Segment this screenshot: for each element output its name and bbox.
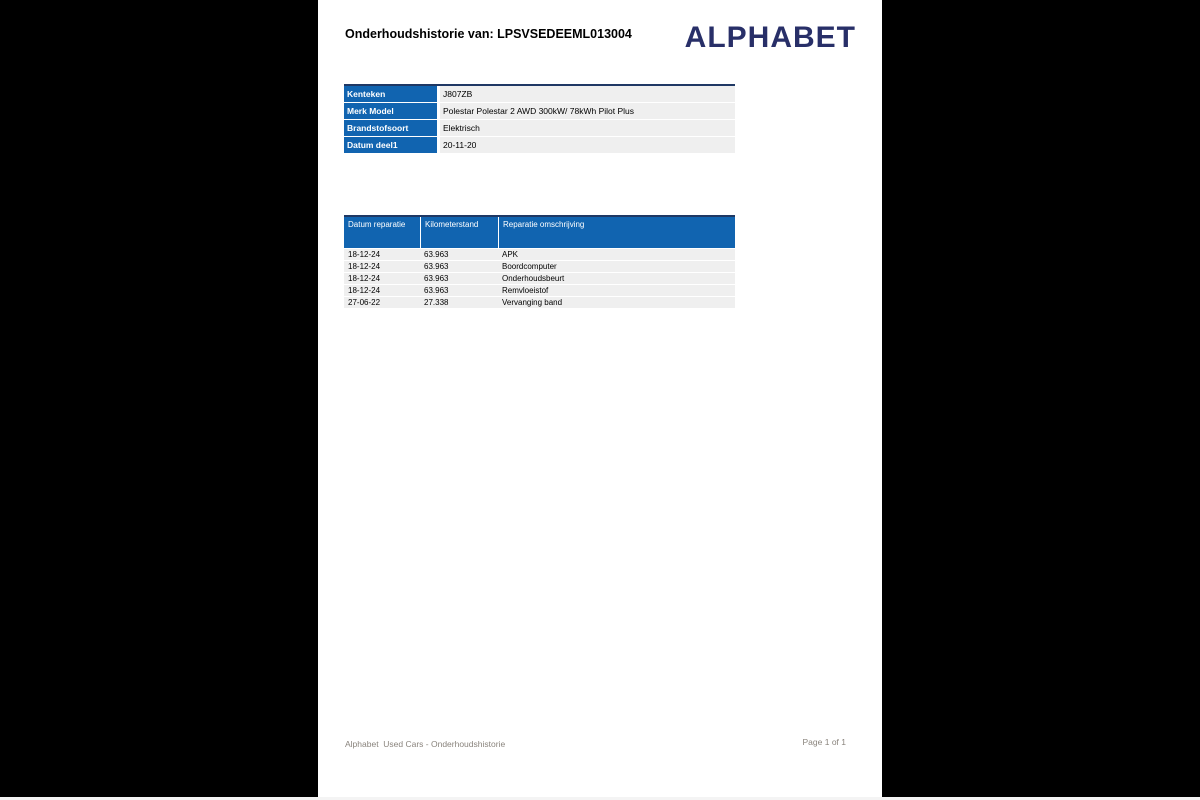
cell-datum: 18-12-24 — [348, 262, 381, 271]
cell-datum: 18-12-24 — [348, 250, 381, 259]
table-header-row — [344, 217, 735, 248]
table-row — [344, 249, 735, 260]
info-label: Datum deel1 — [344, 137, 437, 153]
cell-kilometerstand: 63.963 — [424, 286, 449, 295]
cell-omschrijving: Onderhoudsbeurt — [502, 274, 565, 283]
document-page — [318, 0, 882, 797]
table-row — [344, 137, 735, 153]
repair-history-table — [344, 215, 735, 309]
info-label: Brandstofsoort — [344, 120, 437, 136]
table-row — [344, 120, 735, 136]
alphabet-logo: ALPHABET — [684, 21, 856, 54]
cell-kilometerstand: 63.963 — [424, 262, 449, 271]
cell-omschrijving: Boordcomputer — [502, 262, 557, 271]
page-title: Onderhoudshistorie van: LPSVSEDEEML013004 — [345, 27, 632, 41]
column-header: Reparatie omschrijving — [498, 217, 735, 248]
cell-omschrijving: APK — [502, 250, 519, 259]
info-label: Kenteken — [344, 86, 437, 102]
cell-datum: 18-12-24 — [348, 286, 381, 295]
table-row — [344, 103, 735, 119]
info-value: 20-11-20 — [440, 137, 735, 153]
cell-kilometerstand: 63.963 — [424, 250, 449, 259]
footer-text: Alphabet Used Cars - Onderhoudshistorie — [345, 739, 506, 749]
info-value: Polestar Polestar 2 AWD 300kW/ 78kWh Pilot Plus — [440, 103, 735, 119]
cell-datum: 27-06-22 — [348, 298, 381, 307]
info-value: Elektrisch — [440, 120, 735, 136]
column-header: Datum reparatie — [348, 220, 406, 229]
cell-datum: 18-12-24 — [348, 274, 381, 283]
cell-omschrijving: Remvloeistof — [502, 286, 549, 295]
table-row — [344, 273, 735, 284]
column-header: Kilometerstand — [420, 217, 498, 248]
info-label: Merk Model — [344, 103, 437, 119]
vehicle-info-table — [344, 84, 735, 154]
page-number: Page 1 of 1 — [802, 737, 846, 747]
info-value: J807ZB — [440, 86, 735, 102]
table-row — [344, 297, 735, 308]
cell-omschrijving: Vervanging band — [502, 298, 563, 307]
cell-kilometerstand: 27.338 — [424, 298, 449, 307]
table-row — [344, 261, 735, 272]
cell-kilometerstand: 63.963 — [424, 274, 449, 283]
table-row — [344, 86, 735, 102]
table-row — [344, 285, 735, 296]
